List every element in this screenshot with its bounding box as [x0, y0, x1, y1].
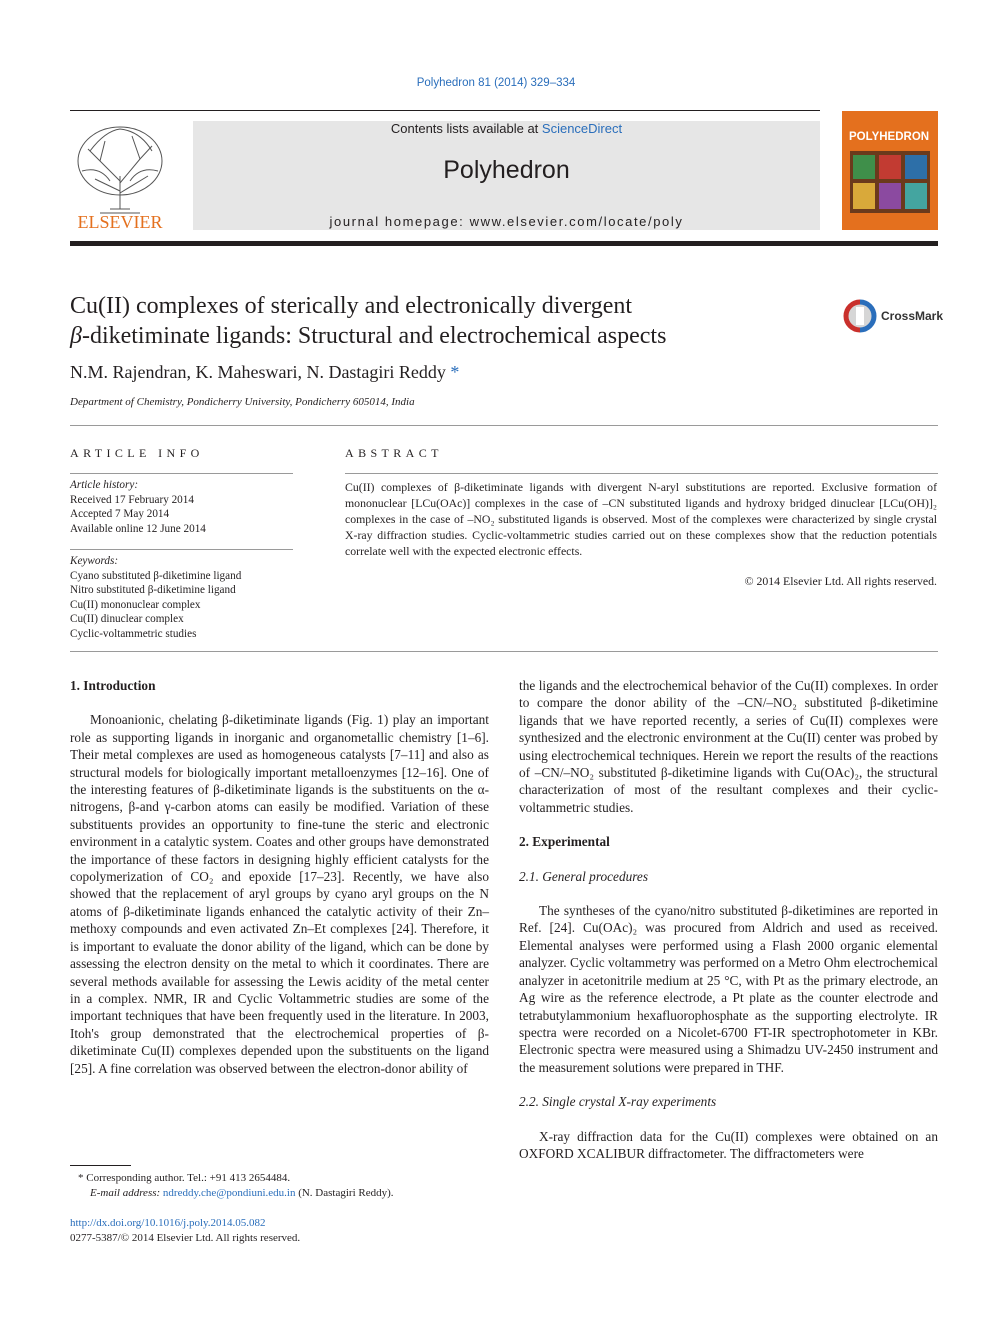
subsection-heading: 2.1. General procedures: [519, 868, 649, 884]
right-column: [519, 677, 938, 1162]
abstract-copyright: © 2014 Elsevier Ltd. All rights reserved.: [744, 574, 937, 588]
corresponding-author-mark[interactable]: *: [445, 362, 460, 382]
intro-paragraph-continued: the ligands and the electrochemical behavior of the Cu(II) complexes. In order to compare the donor ability of the –CN/–NO₂ substituted β-diketimine ligands that we have reported recently, a series of Cu(II) complexes were synthesized and the electronic environment at the Cu(II) center was probed by using electrochemical techniques. Herein we report the results of the reactions of –CN/–NO₂ substituted β-diketimine ligands with Cu(OAc)₂, the structural characterization of most of the resultant complexes and their cyclic-voltammetric studies.: [519, 678, 938, 815]
journal-citation[interactable]: Polyhedron 81 (2014) 329–334: [416, 77, 576, 89]
article-history: Article history: Received 17 February 2014 Accepted 7 May 2014 Available online 12 June 2014: [70, 479, 206, 535]
masthead-rule: [70, 241, 938, 246]
author-list: N.M. Rajendran, K. Maheswari, N. Dastagiri Reddy *: [70, 362, 460, 382]
keyword: Cyano substituted β-diketimine ligand: [70, 569, 242, 582]
left-column: [70, 677, 489, 1077]
footnotes: * Corresponding author. Tel.: +91 413 2654484. E-mail address: ndreddy.che@pondiuni.edu.in (N. Dastagiri Reddy).: [78, 1171, 498, 1201]
journal-cover: POLYHEDRON: [842, 111, 938, 230]
general-procedures-paragraph: The syntheses of the cyano/nitro substituted β-diketimines are reported in Ref. [24]. Cu(OAc)₂ was procured from Aldrich and used as received. Elemental analyses were performed using a Flash 2000 organic elemental analyzer. Cyclic voltammetry was performed on a Metro Ohm electrochemical analyzer in acetonitrile medium at 25 °C, with Pt as the primary electrode, an Ag wire as the reference electrode, a Pt plate as the counter electrode and tetrabutylammonium hexafluorophosphate as the supporting electrolyte. IR spectra were recorded on a Nicolet-6700 FT-IR spectrophotometer in KBr. Electronic spectra were measured using a Shimadzu UV-2450 instrument and the measurement solutions were prepared in THF.: [519, 903, 938, 1075]
abstract-divider: [70, 651, 938, 652]
abstract-heading: ABSTRACT: [345, 446, 443, 460]
crossmark-badge[interactable]: CrossMark: [843, 298, 938, 334]
issn-line: 0277-5387/© 2014 Elsevier Ltd. All rights reserved.: [70, 1232, 301, 1244]
title-line-2: β-diketiminate ligands: Structural and electrochemical aspects: [70, 323, 667, 349]
journal-name: Polyhedron: [443, 156, 570, 184]
contents-line: Contents lists available at ScienceDirect: [390, 121, 623, 136]
section-heading: 2. Experimental: [519, 834, 610, 850]
intro-paragraph: Monoanionic, chelating β-diketiminate ligands (Fig. 1) play an important role as supporting ligands in inorganic and organometallic chemistry [1–6]. Their metal complexes are used as homogeneous catalysts [7–11] and also as structural models for biologically important metalloenzymes [12–16]. One of the interesting features of β-diketiminate ligands is the substituents on the α-nitrogens, β-and γ-carbon atoms can easily be modified. Variation of these substituents provides an opportunity to fine-tune the steric and electronic environment in a catalytic system. Coates and other groups have demonstrated the importance of these factors in designing highly efficient catalysts for the copolymerization of CO₂ and epoxide [17–23]. Recently, we have also showed that the replacement of aryl groups by cyano aryl groups on the N atoms of β-diketiminate ligands enhanced the catalytic activity of their Zn–methoxy compounds and even activated Zn–Et complexes [24]. Therefore, it is important to evaluate the donor ability of the ligand, which can be done by assessing the electron density on the metal to which it coordinates. There are several methods available for assessing the Lewis acidity of the metal center in a complex. NMR, IR and Cyclic Voltammetric studies are some of the important techniques that have been frequently used in the literature. In 2003, Itoh's group demonstrated that the electrochemical properties of β-diketiminate Cu(II) complexes depended upon the substituents on the ligand [25]. A fine correlation was observed between the electron-donor ability of: [70, 712, 489, 1076]
article-info-heading: ARTICLE INFO: [70, 446, 204, 460]
doi-block: [70, 1216, 490, 1246]
keywords: Keywords: Cyano substituted β-diketimine ligand Nitro substituted β-diketimine ligand Cu(II) mononuclear complex Cu(II) dinuclear complex Cyclic-voltammetric studies: [70, 554, 295, 641]
crossmark-icon: [843, 298, 879, 334]
elsevier-wordmark: ELSEVIER: [77, 212, 163, 231]
keyword: Cu(II) dinuclear complex: [70, 613, 184, 625]
xray-paragraph: X-ray diffraction data for the Cu(II) complexes were obtained on an OXFORD XCALIBUR diffractometer. The diffractometers were: [519, 1128, 938, 1161]
sciencedirect-link[interactable]: ScienceDirect: [541, 121, 623, 136]
article-title: [70, 291, 666, 351]
email-link[interactable]: ndreddy.che@pondiuni.edu.in: [162, 1187, 296, 1199]
corresponding-footnote: * Corresponding author. Tel.: +91 413 2654484.: [78, 1172, 291, 1184]
footnote-rule: [70, 1165, 131, 1166]
keyword: Nitro substituted β-diketimine ligand: [70, 584, 236, 596]
subsection-heading: 2.2. Single crystal X-ray experiments: [519, 1094, 717, 1110]
header-rule: [70, 110, 820, 111]
keyword: Cu(II) mononuclear complex: [70, 598, 201, 611]
affiliation: Department of Chemistry, Pondicherry University, Pondicherry 605014, India: [70, 396, 415, 408]
abstract-text: Cu(II) complexes of β-diketiminate ligands with divergent N-aryl substitutions are reported. Exclusive formation of mononuclear [LCu(OAc)] complexes in the case of –CN substituted ligands and hydroxy bridged dinuclear [LCu(OH)]₂ complexes in the case of –NO₂ substituted ligands is observed. Most of the complexes were characterized by single crystal X-ray diffraction studies. Cyclic-voltammetric studies carried out on these complexes show that the reduction potentials correlate well with the expected electronic effects.: [345, 480, 937, 558]
keywords-rule: [70, 549, 293, 550]
abstract-rule: [345, 473, 938, 474]
title-divider: [70, 425, 938, 426]
article-info-rule: [70, 473, 293, 474]
doi-link[interactable]: http://dx.doi.org/10.1016/j.poly.2014.05.082: [70, 1217, 266, 1229]
section-heading: 1. Introduction: [70, 678, 156, 693]
elsevier-logo: [70, 121, 170, 231]
journal-homepage[interactable]: journal homepage: www.elsevier.com/locate/poly: [329, 214, 684, 229]
title-line-1: Cu(II) complexes of sterically and electronically divergent: [70, 293, 633, 319]
keyword: Cyclic-voltammetric studies: [70, 627, 197, 640]
